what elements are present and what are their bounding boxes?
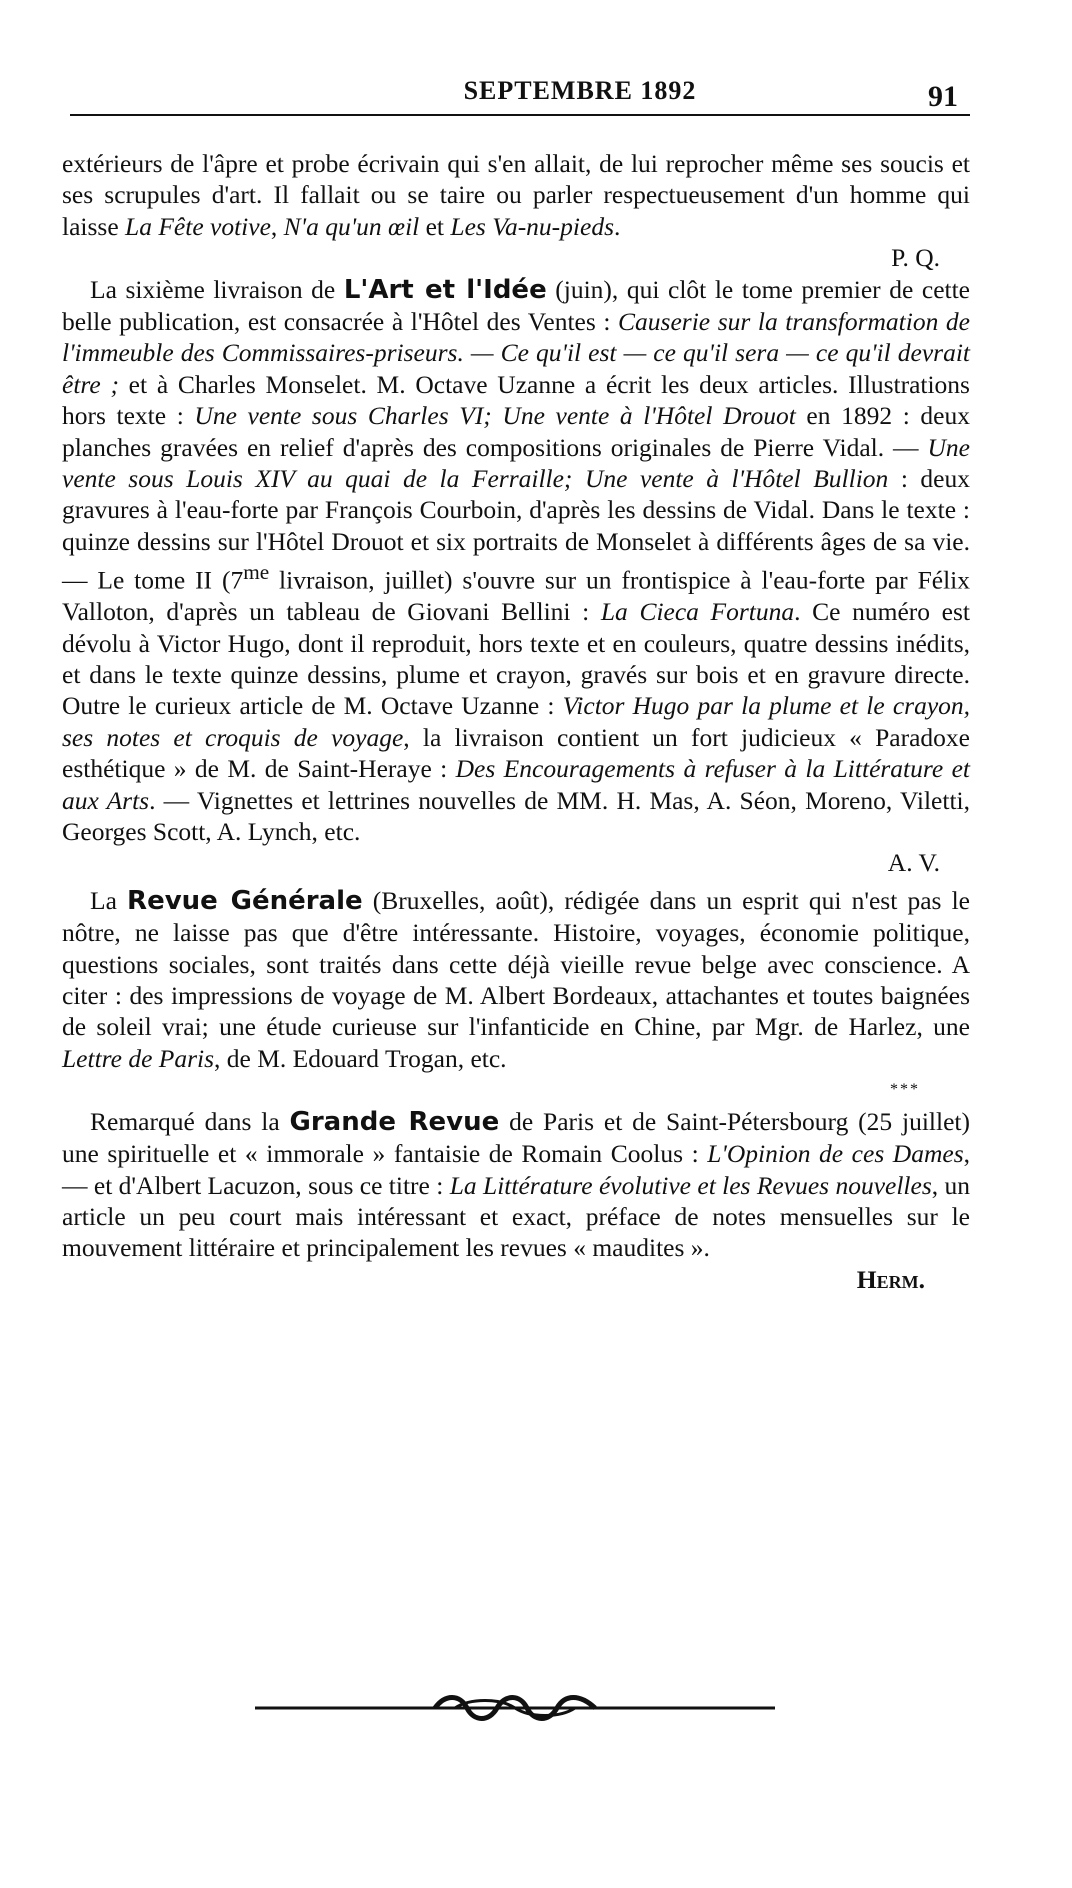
- text: La sixième livraison de: [90, 274, 344, 304]
- title-italic: Lettre de Paris: [62, 1043, 215, 1073]
- text: ,: [270, 211, 284, 241]
- page-header: [70, 62, 970, 122]
- text: .: [614, 211, 621, 241]
- text: : deux gravures à l'eau-forte par François Courboin, d'après les dessins de Vidal. Dans le texte : quinze dessins sur l'Hôtel Drouot et six portraits de Monselet à différents âges de sa vie. — Le tome II (7: [62, 464, 970, 595]
- paragraph-4: [62, 1106, 970, 1264]
- text: extérieurs de l'âpre et probe écrivain qui s'en allait, de lui reprocher même ses soucis et ses scrupules d'art. Il fallait ou se taire ou parler respectueusement d'un homme qui laisse: [62, 149, 970, 241]
- signature-pq: P. Q.: [891, 243, 940, 273]
- title-italic: Une vente sous Charles VI; Une vente à l'Hôtel Drouot: [194, 401, 796, 431]
- title-italic: Les Va-nu-pieds: [450, 211, 614, 241]
- header-rule: [70, 114, 970, 116]
- text: , — et d'Albert Lacuzon, sous ce titre :: [62, 1139, 971, 1200]
- closing-ornament: [255, 1690, 775, 1726]
- title-italic: Des Encouragements à refuser à la Littérature et aux Arts: [62, 754, 970, 815]
- text: . Ce numéro est dévolu à Victor Hugo, dont il reproduit, hors texte et en couleurs, quatre dessins inédits, et dans le texte quinze dessins, plume et crayon, gravés sur bois et en gravure directe. Outre le curieux article de M. Octave Uzanne :: [62, 597, 970, 721]
- text: et à Charles Monselet. M. Octave Uzanne a écrit les deux articles. Illustrations hors texte :: [62, 369, 970, 431]
- signature-stars: ***: [890, 1081, 920, 1099]
- title-italic: L'Opinion de ces Dames: [707, 1139, 964, 1169]
- title-italic: Causerie sur la transformation de l'immeuble des Commissaires-priseurs. — Ce qu'il est — ce qu'il sera — ce qu'il devrait être ;: [62, 307, 970, 399]
- publication-name: L'Art et l'Idée: [343, 274, 547, 305]
- title-italic: Une vente sous Louis XIV au quai de la Ferraille; Une vente à l'Hôtel Bullion: [62, 432, 970, 494]
- running-title: SEPTEMBRE 1892: [463, 76, 697, 105]
- paragraph-1: [62, 148, 970, 242]
- text: , un article un peu court mais intéressant et exact, préface de notes mensuelles sur le mouvement littéraire et principalement les revues « maudites ».: [62, 1170, 971, 1263]
- title-italic: Victor Hugo par la plume et le crayon, ses notes et croquis de voyage: [62, 691, 971, 752]
- publication-name: Revue Générale: [127, 885, 363, 916]
- signature-av: A. V.: [887, 848, 940, 878]
- body-text: [62, 148, 970, 1295]
- paragraph-2: [62, 274, 970, 848]
- paragraph-3: [62, 885, 970, 1074]
- text: de Paris et de Saint-Pétersbourg (25 juillet) une spirituelle et « immorale » fantaisie de Romain Coolus :: [62, 1106, 971, 1169]
- page-number: 91: [928, 80, 958, 113]
- title-italic: N'a qu'un œil: [283, 211, 420, 241]
- text: (Bruxelles, août), rédigée dans un esprit qui n'est pas le nôtre, ne laisse pas que d'être intéressante. Histoire, voyages, économie politique, questions sociales, sont traités dans cette déjà vieille revue belge avec conscience. A citer : des impressions de voyage de M. Albert Bordeaux, attachantes et toutes baignées de soleil vrai; une étude curieuse sur l'infanticide en Chine, par Mgr. de Harlez, une: [62, 885, 970, 1042]
- publication-name: Grande Revue: [289, 1106, 500, 1137]
- text: et: [419, 211, 451, 241]
- text: . — Vignettes et lettrines nouvelles de MM. H. Mas, A. Séon, Moreno, Viletti, Georges Scott, A. Lynch, etc.: [62, 785, 970, 847]
- text: , la livraison contient un fort judicieux « Paradoxe esthétique » de M. de Saint-Heraye :: [62, 722, 970, 784]
- text: (juin), qui clôt le tome premier de cette belle publication, est consacrée à l'Hôtel des Ventes :: [62, 274, 970, 337]
- signature-herm: Herm.: [856, 1264, 925, 1294]
- text: , de M. Edouard Trogan, etc.: [214, 1043, 507, 1073]
- text: livraison, juillet) s'ouvre sur un frontispice à l'eau-forte par Félix Valloton, d'après un tableau de Giovani Bellini :: [62, 565, 970, 627]
- title-italic: La Fête votive: [125, 211, 271, 241]
- text: Remarqué dans la: [90, 1106, 290, 1136]
- title-italic: La Littérature évolutive et les Revues nouvelles: [449, 1170, 932, 1200]
- superscript: me: [243, 560, 270, 585]
- text: en 1892 : deux planches gravées en relief d'après des compositions originales de Pierre Vidal. —: [62, 401, 970, 462]
- text: La: [90, 885, 128, 915]
- title-italic: La Cieca Fortuna: [600, 597, 795, 627]
